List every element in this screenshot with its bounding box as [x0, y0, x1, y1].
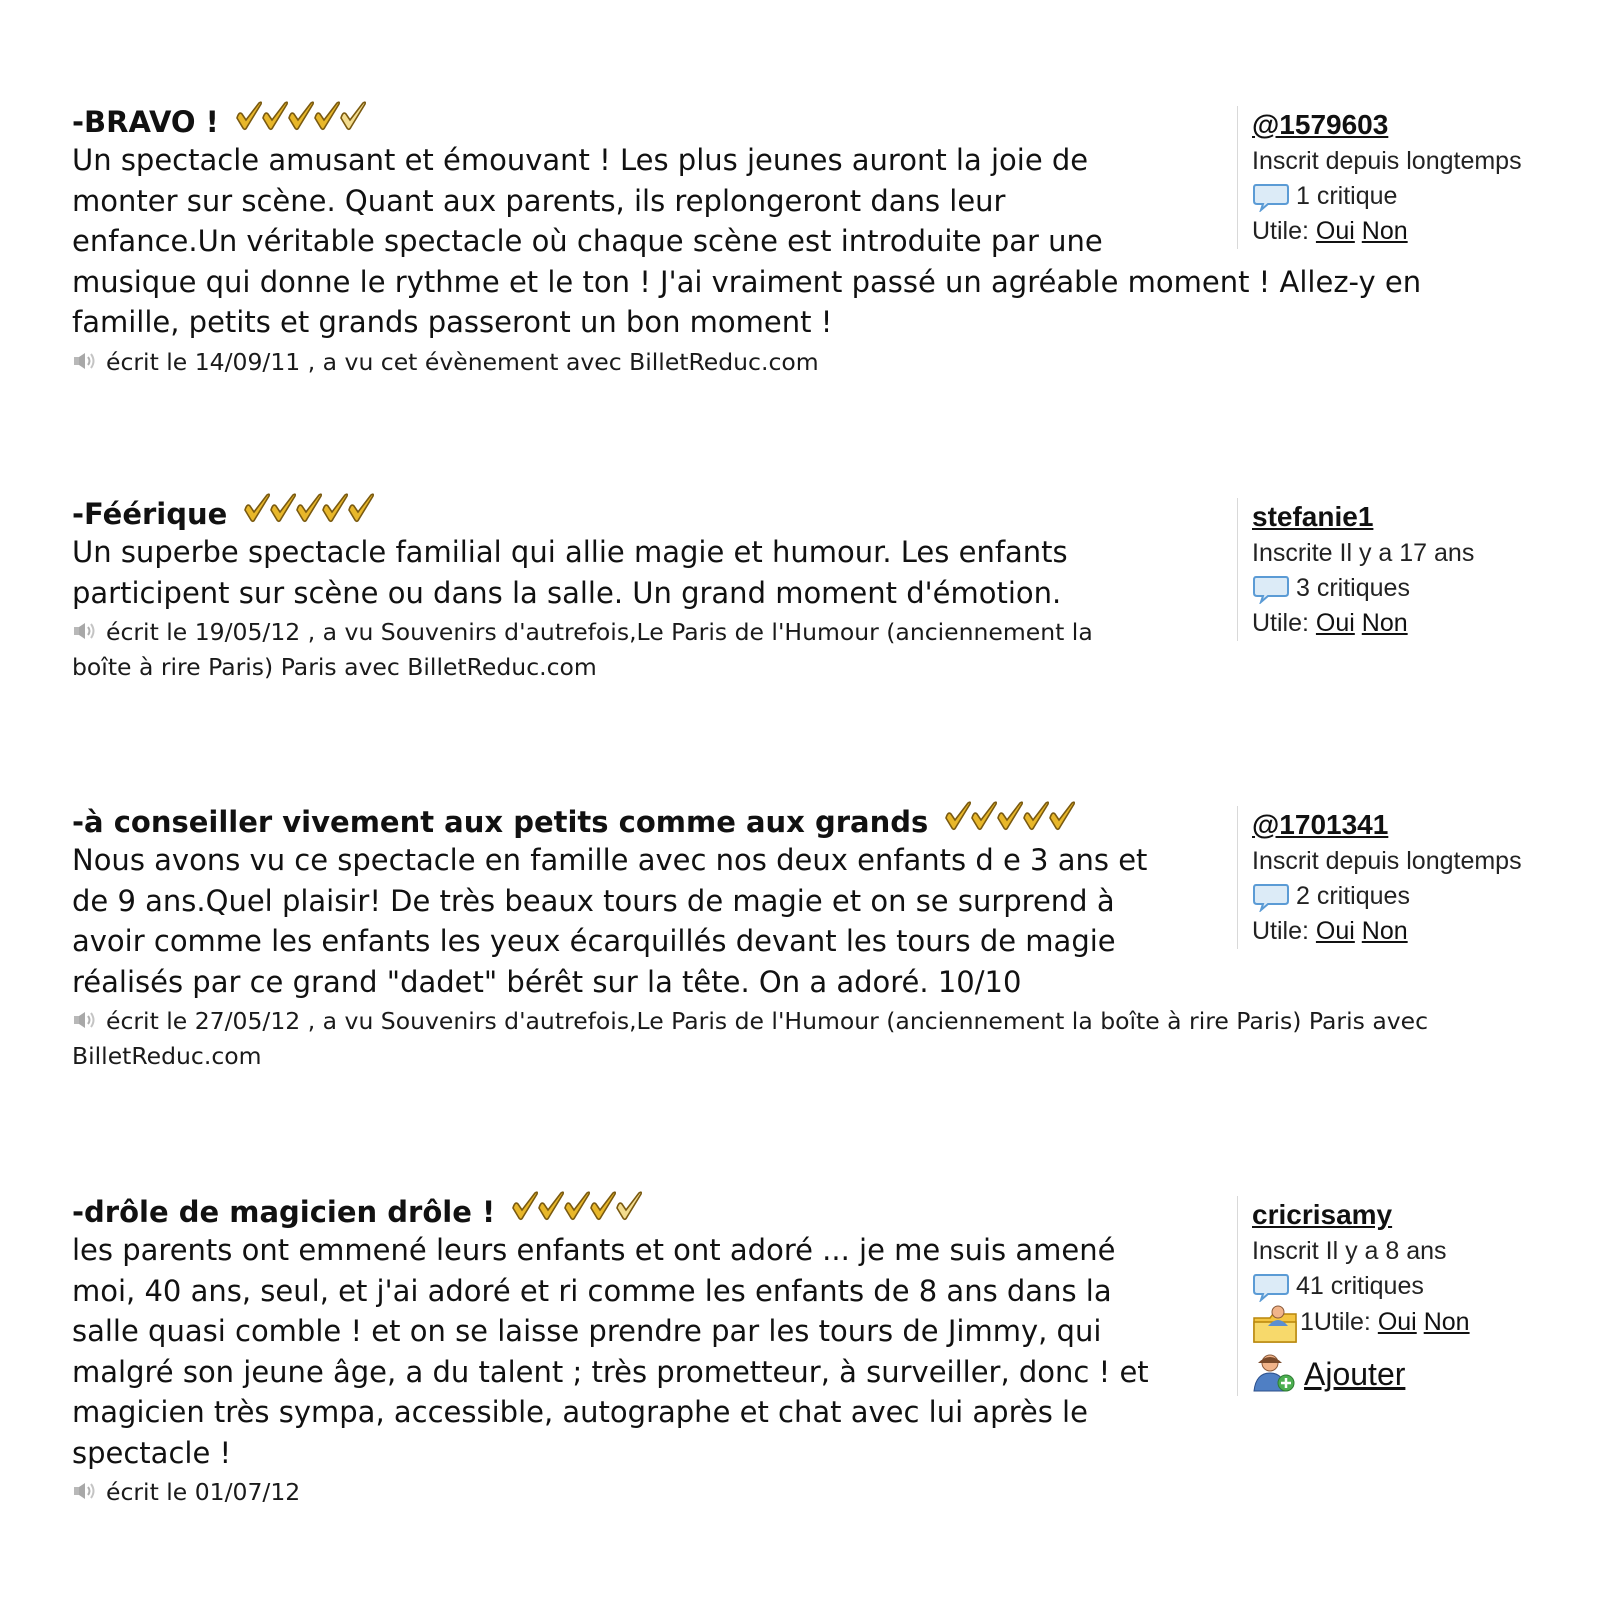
- speech-bubble-icon: [1252, 882, 1290, 912]
- non-link[interactable]: Non: [1361, 217, 1408, 245]
- utile-label: Utile:: [1252, 609, 1309, 637]
- reviewer-since: Inscrit depuis longtemps: [1252, 147, 1522, 175]
- utile-label: Utile:: [1313, 1308, 1371, 1336]
- review-meta-text: écrit le 27/05/12 , a vu Souvenirs d'autrefois,Le Paris de l'Humour (anciennement la boîte à rire Paris) Paris avec: [106, 1007, 1429, 1035]
- rating-check-full: [998, 802, 1022, 829]
- review-body-line: Nous avons vu ce spectacle en famille avec nos deux enfants d e 3 ans et: [72, 843, 1148, 877]
- review-title: [72, 800, 1222, 840]
- utile-label: Utile:: [1252, 917, 1309, 945]
- rating-check-full: [1050, 802, 1074, 829]
- review-body-line: réalisés par ce grand "dadet" bérêt sur la tête. On a adoré. 10/10: [72, 964, 1022, 999]
- add-friend-link[interactable]: Ajouter: [1304, 1356, 1406, 1392]
- critiques-count[interactable]: 3 critiques: [1296, 574, 1410, 602]
- oui-link[interactable]: Oui: [1315, 917, 1355, 945]
- oui-link[interactable]: Oui: [1315, 609, 1355, 637]
- reviewer-since: Inscrit Il y a 8 ans: [1252, 1237, 1447, 1265]
- review-body: [72, 840, 1222, 1002]
- rating-check-full: [946, 802, 970, 829]
- rating-check-full: [591, 1192, 615, 1219]
- review-main: [72, 1190, 1222, 1510]
- review-title-text: -drôle de magicien drôle !: [72, 1195, 496, 1229]
- utile-row: [1252, 214, 1599, 249]
- review-main: [72, 492, 1222, 685]
- review-title: [72, 100, 1222, 140]
- speaker-icon[interactable]: [72, 620, 98, 642]
- review-meta-text: écrit le 19/05/12 , a vu Souvenirs d'autrefois,Le Paris de l'Humour (anciennement la: [106, 618, 1093, 646]
- reviewer-since: Inscrite Il y a 17 ans: [1252, 539, 1475, 567]
- review-body-line: Un spectacle amusant et émouvant ! Les plus jeunes auront la joie de: [72, 143, 1089, 177]
- review-meta: [72, 615, 1222, 685]
- rating-stars: [944, 800, 1082, 844]
- speech-bubble-icon: [1252, 574, 1290, 604]
- utile-row: [1252, 914, 1599, 949]
- review-body-line: musique qui donne le rythme et le ton ! J'ai vraiment passé un agréable moment ! Allez-y en: [72, 264, 1422, 299]
- review-body-line: famille, petits et grands passeront un bon moment !: [72, 305, 833, 339]
- review-body: [72, 532, 1222, 613]
- rating-stars: [511, 1190, 649, 1234]
- speech-bubble-icon: [1252, 1272, 1290, 1302]
- rating-check-full: [245, 494, 269, 521]
- review-body-line: les parents ont emmené leurs enfants et ont adoré ... je me suis amené: [72, 1233, 1116, 1267]
- non-link[interactable]: Non: [1423, 1308, 1470, 1336]
- rating-stars-svg: [511, 1190, 649, 1224]
- review-meta-text: écrit le 14/09/11 , a vu cet évènement avec BilletReduc.com: [106, 347, 819, 376]
- rating-check-full: [315, 102, 339, 129]
- rating-stars-svg: [944, 800, 1082, 834]
- add-user-icon[interactable]: [1252, 1353, 1296, 1393]
- review-body-line: enfance.Un véritable spectacle où chaque scène est introduite par une: [72, 224, 1103, 258]
- reviewer-box: [1237, 1196, 1599, 1396]
- rating-check-full: [513, 1192, 537, 1219]
- rating-check-half: [617, 1192, 641, 1219]
- speaker-icon[interactable]: [72, 350, 98, 372]
- review-meta: [72, 345, 1222, 380]
- speaker-icon[interactable]: [72, 1480, 98, 1502]
- review-body-line: magicien très sympa, accessible, autographe et chat avec lui après le: [72, 1395, 1088, 1429]
- rating-check-full: [263, 102, 287, 129]
- utile-row: [1252, 606, 1599, 641]
- critiques-count[interactable]: 41 critiques: [1296, 1272, 1424, 1300]
- reviewer-box: [1237, 498, 1599, 641]
- review-body-line: salle quasi comble ! et on se laisse prendre par les tours de Jimmy, qui: [72, 1314, 1102, 1348]
- reviewer-critiques[interactable]: [1252, 179, 1599, 214]
- utile-label: Utile:: [1252, 217, 1309, 245]
- reviewer-critiques[interactable]: [1252, 1269, 1599, 1304]
- review-title-text: -BRAVO !: [72, 105, 219, 139]
- fans-count: 1: [1300, 1308, 1314, 1336]
- rating-check-full: [237, 102, 261, 129]
- review-body: [72, 1230, 1222, 1473]
- review-body-line: monter sur scène. Quant aux parents, ils replongeront dans leur: [72, 183, 1006, 218]
- rating-stars: [243, 492, 381, 536]
- rating-check-full: [349, 494, 373, 521]
- non-link[interactable]: Non: [1361, 917, 1408, 945]
- rating-check-full: [972, 802, 996, 829]
- rating-stars: [235, 100, 373, 144]
- review-title-text: -Féérique: [72, 497, 228, 531]
- reviewer-since: Inscrit depuis longtemps: [1252, 847, 1522, 875]
- reviewer-username-link[interactable]: @1579603: [1252, 109, 1389, 140]
- review-body-line: avoir comme les enfants les yeux écarquillés devant les tours de magie: [72, 924, 1116, 958]
- review-body-line: participent sur scène ou dans la salle. Un grand moment d'émotion.: [72, 575, 1062, 610]
- reviewer-username-link[interactable]: @1701341: [1252, 809, 1389, 840]
- reviewer-critiques[interactable]: [1252, 571, 1599, 606]
- rating-stars-svg: [243, 492, 381, 526]
- review-title: [72, 1190, 1222, 1230]
- rating-check-full: [289, 102, 313, 129]
- review-meta-text: boîte à rire Paris) Paris avec BilletReduc.com: [72, 653, 597, 681]
- reviewer-box: [1237, 806, 1599, 949]
- review-body-line: de 9 ans.Quel plaisir! De très beaux tours de magie et on se surprend à: [72, 883, 1115, 918]
- review-meta: [72, 1475, 1222, 1510]
- rating-check-full: [565, 1192, 589, 1219]
- reviewer-box: [1237, 106, 1599, 249]
- utile-row: [1252, 1304, 1599, 1344]
- speech-bubble-icon: [1252, 182, 1290, 212]
- review-body-line: malgré son jeune âge, a du talent ; très prometteur, à surveiller, donc ! et: [72, 1354, 1149, 1389]
- reviewer-critiques[interactable]: [1252, 879, 1599, 914]
- rating-check-full: [539, 1192, 563, 1219]
- rating-check-full: [271, 494, 295, 521]
- reviewer-username-link[interactable]: stefanie1: [1252, 501, 1374, 532]
- review-body-line: Un superbe spectacle familial qui allie magie et humour. Les enfants: [72, 535, 1068, 569]
- rating-check-full: [323, 494, 347, 521]
- non-link[interactable]: Non: [1361, 609, 1408, 637]
- oui-link[interactable]: Oui: [1377, 1308, 1417, 1336]
- review-body-line: spectacle !: [72, 1435, 232, 1470]
- review-meta-text: BilletReduc.com: [72, 1042, 262, 1070]
- reviewer-username-link[interactable]: cricrisamy: [1252, 1199, 1393, 1230]
- review-meta: [72, 1004, 1542, 1074]
- critiques-count[interactable]: 2 critiques: [1296, 882, 1410, 910]
- review-title-text: -à conseiller vivement aux petits comme aux grands: [72, 805, 929, 839]
- fans-folder-icon: [1252, 1304, 1300, 1344]
- speaker-icon[interactable]: [72, 1009, 98, 1031]
- rating-stars-svg: [235, 100, 373, 134]
- rating-check-full: [1024, 802, 1048, 829]
- oui-link[interactable]: Oui: [1315, 217, 1355, 245]
- review-meta-text: écrit le 01/07/12: [106, 1478, 301, 1506]
- add-friend-row[interactable]: [1252, 1352, 1599, 1396]
- review-title: [72, 492, 1222, 532]
- review-body-line: moi, 40 ans, seul, et j'ai adoré et ri comme les enfants de 8 ans dans la: [72, 1273, 1112, 1308]
- rating-check-half: [341, 102, 365, 129]
- rating-check-full: [297, 494, 321, 521]
- critiques-count[interactable]: 1 critique: [1296, 182, 1398, 210]
